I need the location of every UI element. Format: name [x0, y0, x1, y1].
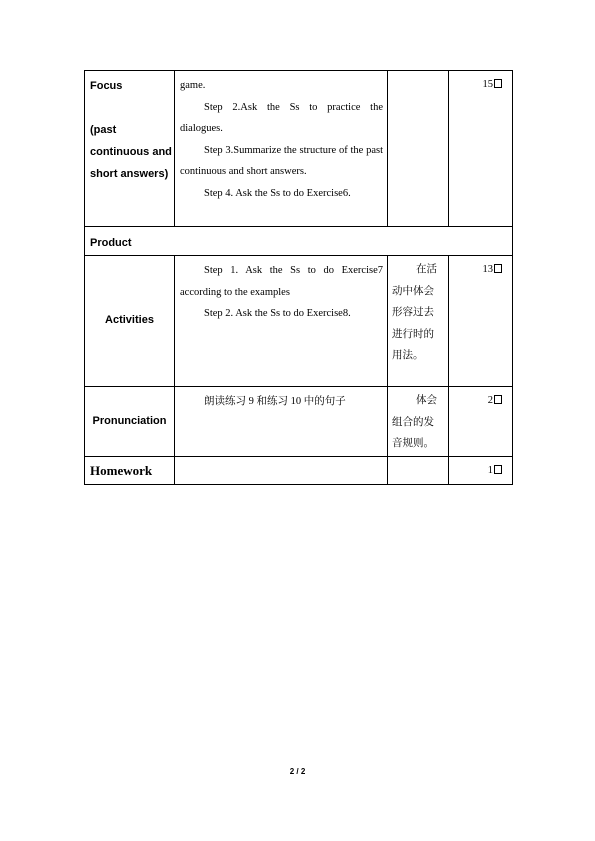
minute-box-icon — [494, 395, 502, 404]
focus-minutes-cell — [449, 71, 513, 227]
activities-minutes-cell — [449, 256, 513, 387]
page-number: 2 / 2 — [289, 767, 306, 776]
activities-notes: 在活动中体会形容过去进行时的用法。 — [392, 264, 437, 361]
pronunciation-step-1: 朗读练习 9 和练习 10 中的句子 — [204, 396, 346, 407]
activities-notes-cell — [388, 256, 449, 387]
homework-label: Homework — [85, 457, 175, 485]
pronunciation-label: Pronunciation — [85, 387, 175, 457]
minute-box-icon — [494, 79, 502, 88]
focus-minutes: 15 — [482, 79, 493, 90]
pronunciation-notes: 体会组合的发音规则。 — [392, 395, 437, 449]
focus-sublabel-2: continuous and — [90, 146, 172, 158]
pronunciation-minutes: 2 — [487, 395, 493, 406]
activities-step-1: Step 1. Ask the Ss to do Exercise7 according to the examples — [180, 265, 383, 298]
activities-minutes: 13 — [482, 264, 493, 275]
homework-notes-cell — [388, 457, 449, 485]
product-row — [85, 227, 513, 256]
homework-steps-cell — [175, 457, 388, 485]
homework-minutes: 1 — [487, 464, 493, 476]
activities-row — [85, 256, 513, 387]
product-label: Product — [85, 227, 513, 256]
pronunciation-row — [85, 387, 513, 457]
pronunciation-steps-cell — [175, 387, 388, 457]
homework-row — [85, 457, 513, 485]
lesson-plan-table — [84, 70, 513, 485]
focus-notes-cell — [388, 71, 449, 227]
focus-step-2: Step 2.Ask the Ss to practice the dialogues. — [180, 101, 383, 134]
focus-step-4: Step 4. Ask the Ss to do Exercise6. — [204, 187, 351, 199]
focus-label-cell — [85, 71, 175, 227]
minute-box-icon — [494, 264, 502, 273]
pronunciation-notes-cell — [388, 387, 449, 457]
homework-minutes-cell — [449, 457, 513, 485]
focus-step-continuation: game. — [180, 80, 206, 91]
focus-row — [85, 71, 513, 227]
focus-steps-cell — [175, 71, 388, 227]
focus-step-3: Step 3.Summarize the structure of the past continuous and short answers. — [180, 144, 383, 177]
minute-box-icon — [494, 465, 502, 474]
activities-label: Activities — [85, 256, 175, 387]
focus-label: Focus — [90, 80, 123, 92]
activities-step-2: Step 2. Ask the Ss to do Exercise8. — [204, 308, 351, 319]
focus-sublabel-3: short answers) — [90, 168, 169, 180]
pronunciation-minutes-cell — [449, 387, 513, 457]
activities-steps-cell — [175, 256, 388, 387]
focus-sublabel-1: (past — [90, 124, 117, 136]
